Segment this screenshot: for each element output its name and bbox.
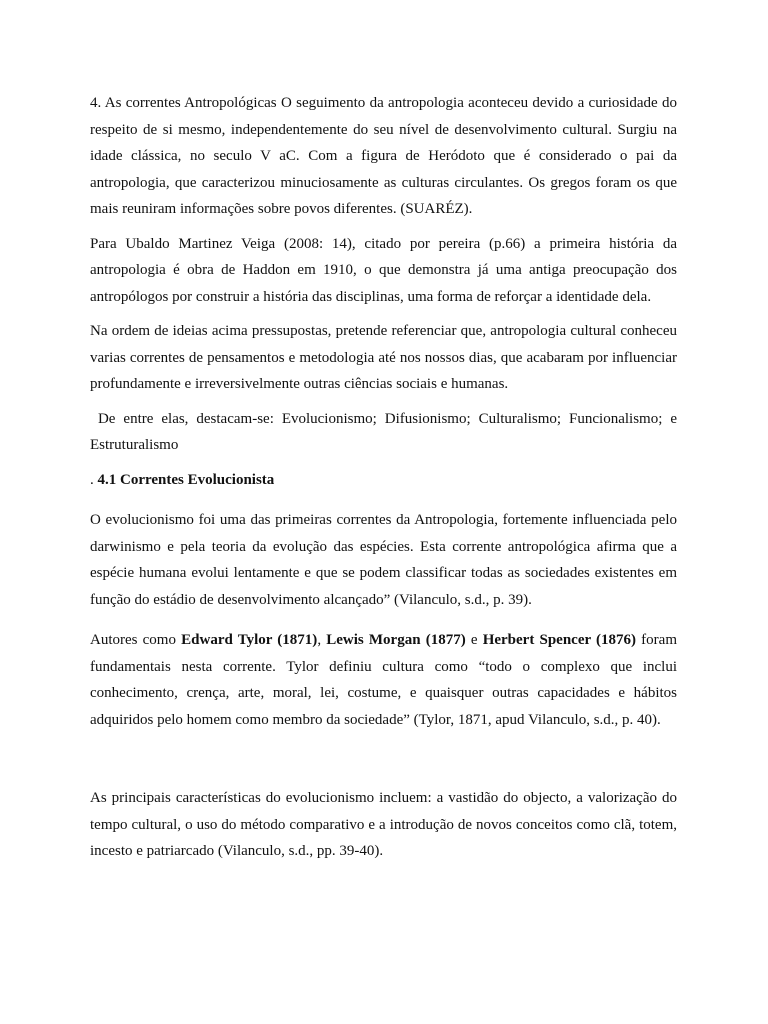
- paragraph-authors: [90, 627, 677, 733]
- document-page: [90, 90, 681, 865]
- paragraph-list-of-currents: De entre elas, destacam-se: Evolucionismo; Difusionismo; Culturalismo; Funcionalismo; e Estruturalismo: [90, 410, 681, 453]
- spacer: [90, 493, 677, 507]
- author-spencer: Herbert Spencer (1876): [482, 632, 637, 648]
- authors-separator: e: [465, 632, 483, 648]
- authors-rest: foram fundamentais nesta corrente. Tylor definiu cultura como “todo o complexo que inclui conhecimento, crença, arte, moral, lei, costume, e quaisquer outras capacidades e hábitos adquiridos pelo homem como membro da sociedade” (Tylor, 1871, apud Vilanculo, s.d., p. 40).: [90, 632, 677, 728]
- spacer: [90, 459, 677, 467]
- paragraph-evolutionism-characteristics: As principais características do evolucionismo incluem: a vastidão do objecto, a valorização do tempo cultural, o uso do método comparativo e a introdução de novos conceitos como clã, totem, incesto e patriarcado (Vilanculo, s.d., pp. 39-40).: [90, 790, 677, 859]
- spacer: [90, 310, 677, 318]
- paragraph-evolutionism-definition: O evolucionismo foi uma das primeiras correntes da Antropologia, fortemente influenciada pelo darwinismo e pela teoria da evolução das espécies. Esta corrente antropológica afirma que a espécie humana evolui lentamente e que se podem classificar todas as sociedades existentes em função do estádio de desenvolvimento alcançado” (Vilanculo, s.d., p. 39).: [90, 512, 677, 608]
- spacer: [90, 613, 677, 627]
- spacer: [90, 223, 677, 231]
- spacer: [90, 398, 677, 406]
- spacer: [90, 733, 677, 785]
- authors-intro: Autores como: [90, 632, 182, 648]
- authors-separator: ,: [317, 632, 327, 648]
- heading-title: 4.1 Correntes Evolucionista: [97, 471, 275, 488]
- paragraph-cultural-anthropology: Na ordem de ideias acima pressupostas, pretende referenciar que, antropologia cultural conheceu varias correntes de pensamentos e metodologia até nos nossos dias, que acabaram por influenciar profundamente e irreversivelmente outras ciências sociais e humanas.: [90, 323, 677, 392]
- paragraph-antropological-currents: 4. As correntes Antropológicas O seguimento da antropologia aconteceu devido a curiosidade do respeito de si mesmo, independentemente do seu nível de desenvolvimento cultural. Surgiu na idade clássica, no seculo V aC. Com a figura de Heródoto que é considerado o pai da antropologia, que caracterizou minuciosamente as culturas circulantes. Os gregos foram os que mais reuniram informações sobre povos diferentes. (SUARÉZ).: [90, 95, 677, 217]
- paragraph-history-of-anthropology: Para Ubaldo Martinez Veiga (2008: 14), citado por pereira (p.66) a primeira história da antropologia é obra de Haddon em 1910, o que demonstra já uma antiga preocupação dos antropólogos por construir a história das disciplinas, uma forma de reforçar a identidade dela.: [90, 235, 677, 305]
- heading-prefix: .: [90, 471, 98, 488]
- section-heading: [90, 467, 677, 494]
- author-morgan: Lewis Morgan (1877): [326, 632, 466, 648]
- author-tylor: Edward Tylor (1871): [181, 632, 318, 648]
